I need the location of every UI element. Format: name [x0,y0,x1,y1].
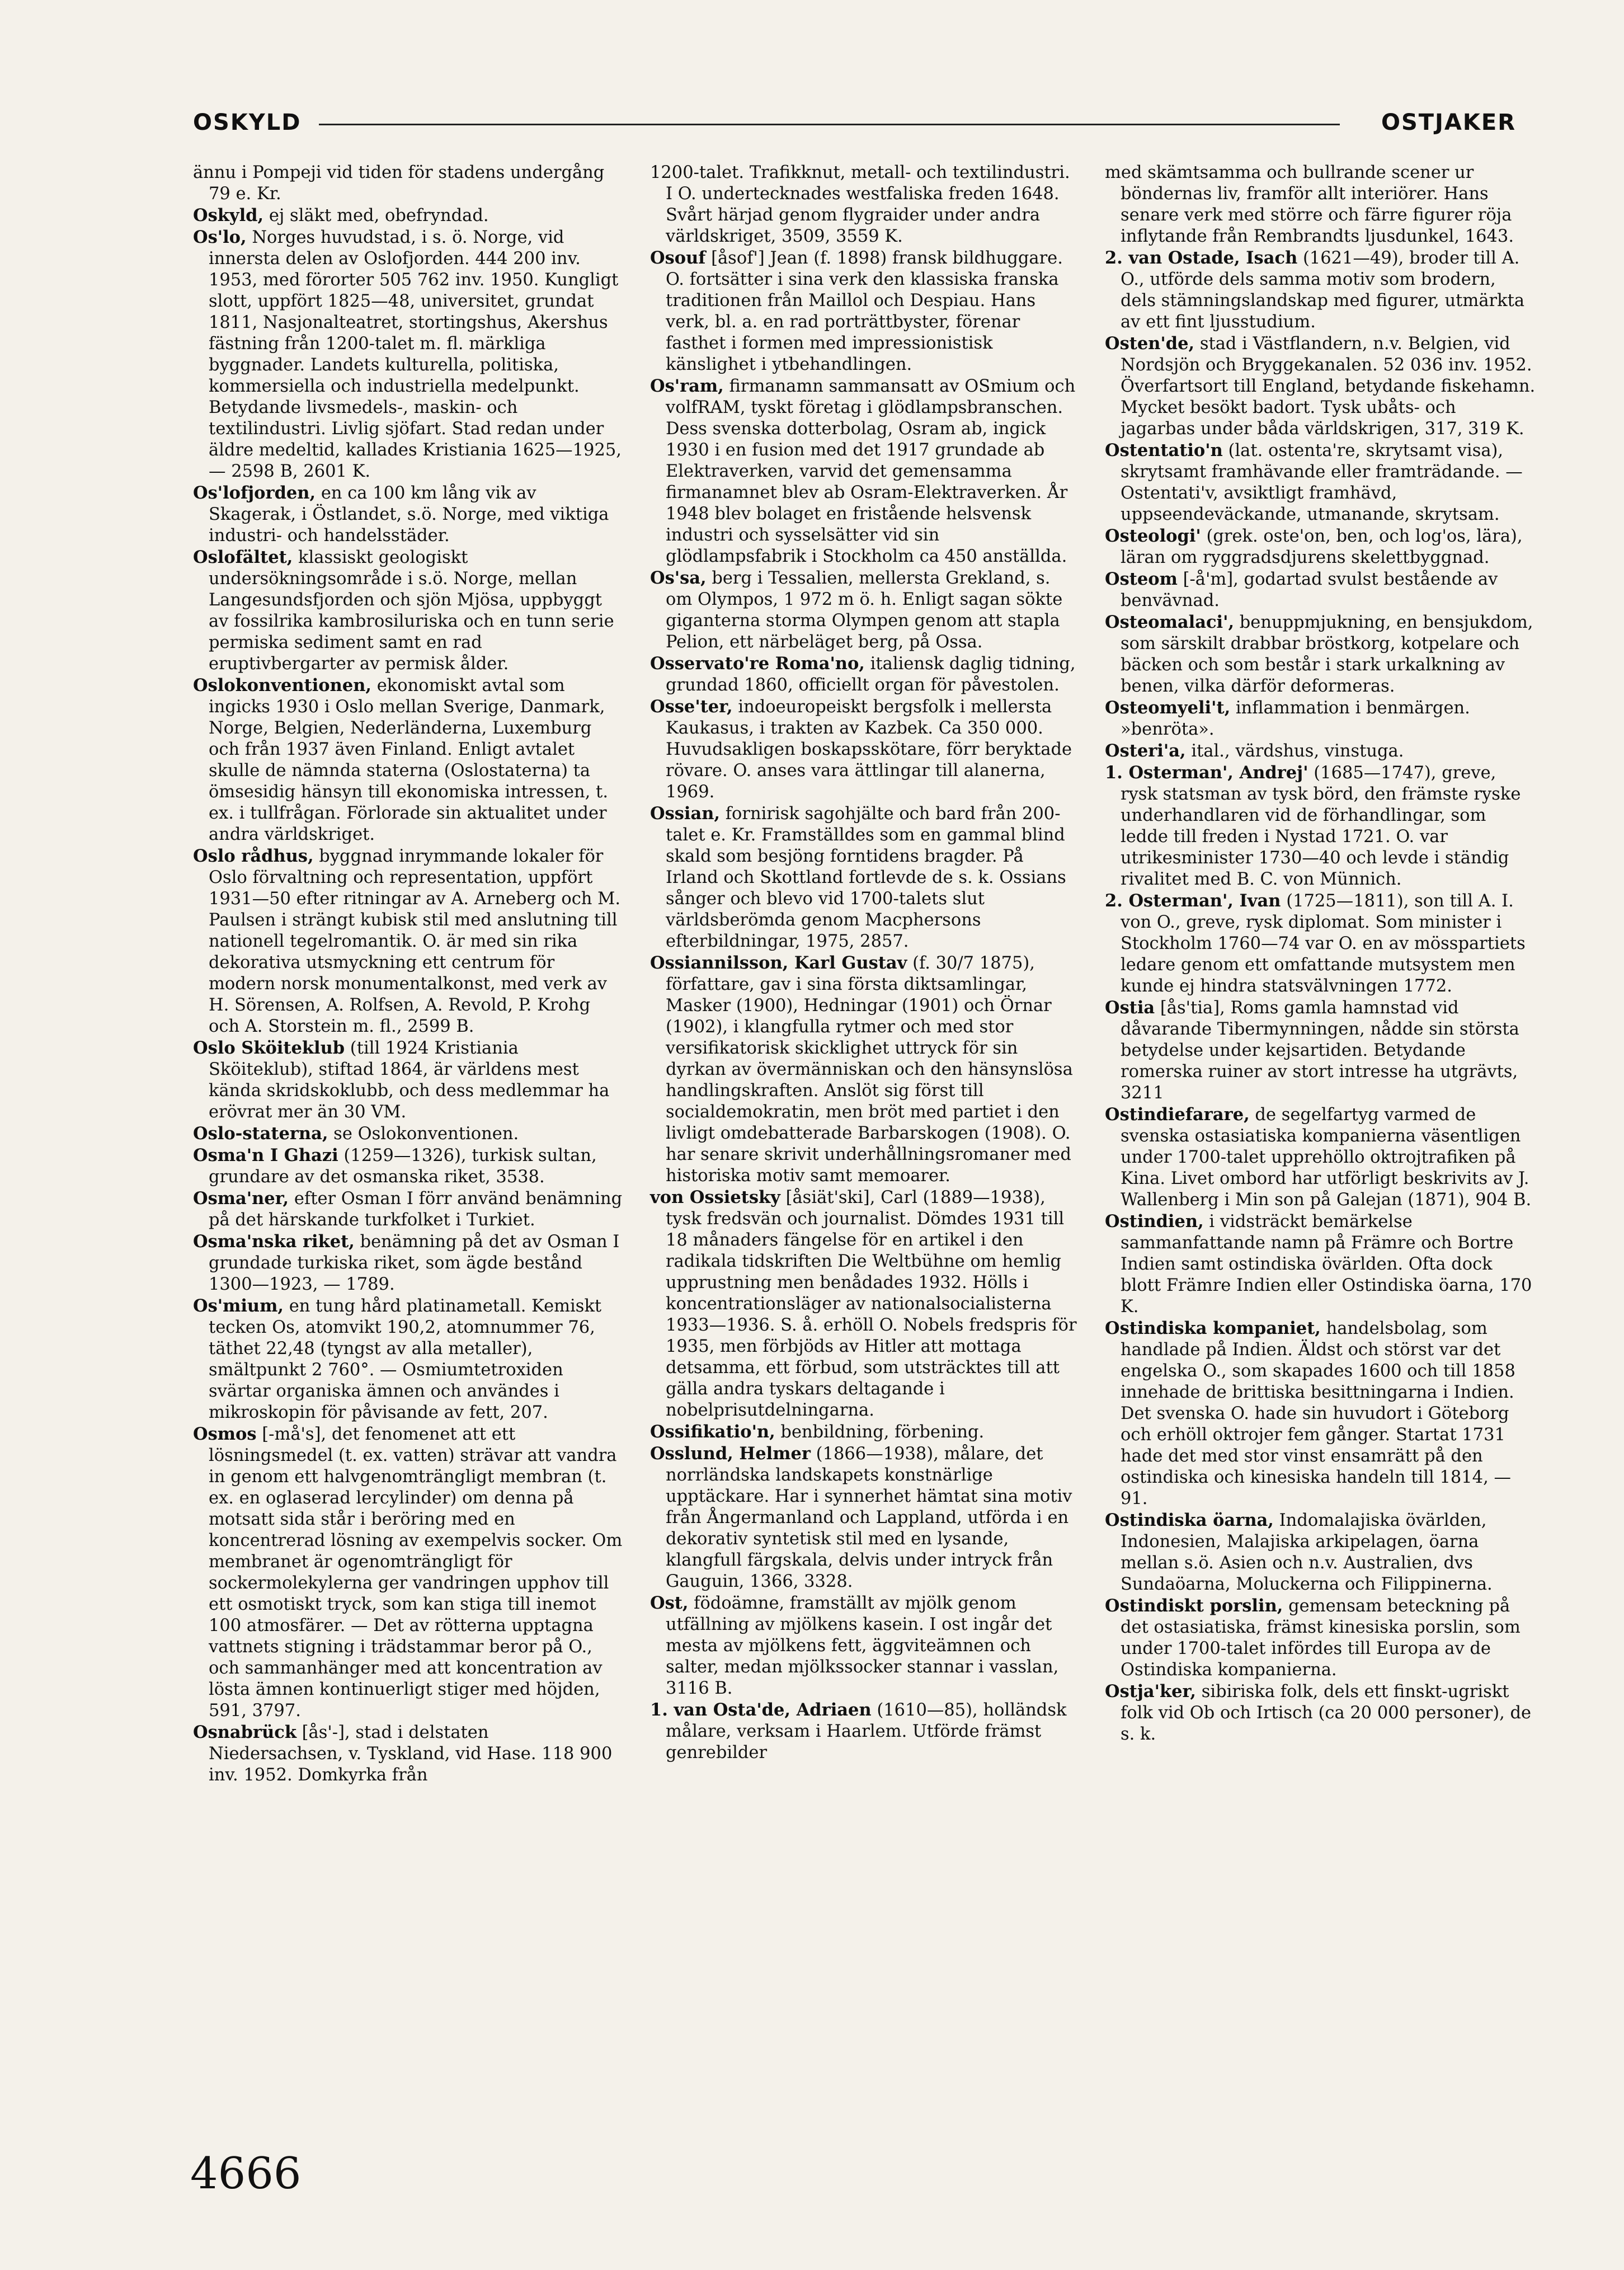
dictionary-entry [1105,697,1536,740]
dictionary-entry [193,205,624,227]
dictionary-entry [193,482,624,547]
entry-text: (1725—1811), son till A. I. von O., greve, rysk diplomat. Som minister i Stockholm 1760—74 var O. en av mösspartiets ledare genom ett omfattande mutsystem men kunde ej hindra statsvälvningen 1772. [1121,891,1526,996]
entry-headword: 2. van Ostade, Isach [1105,248,1298,268]
entry-text: (1866—1938), målare, det norrländska landskapets konstnärlige upptäckare. Har i synnerhet hämtat sina motiv från Ångermanland och Lappland, utförda i en dekorativ syntetisk stil med en lysande, klangfull färgskala, delvis under intryck från Gauguin, 1366, 3328. [666,1444,1072,1591]
dictionary-entry [193,547,624,675]
entry-text: efter Osman I förr använd benämning på det härskande turkfolket i Turkiet. [209,1189,623,1230]
entry-text: benuppmjukning, en bensjukdom, som särskilt drabbar bröstkorg, kotpelare och bäcken och som består i stark urkalkning av benen, vilka därför deformeras. [1121,613,1533,696]
entry-text: (1685—1747), greve, rysk statsman av tysk börd, den främste ryske underhandlaren vid de förhandlingar, som ledde till freden i Nystad 1721. O. var utrikesminister 1730—40 och levde i ständig rivalitet med B. C. von Münnich. [1121,763,1521,889]
dictionary-entry [193,1145,624,1188]
dictionary-entry [1105,890,1536,997]
dictionary-entry [650,1421,1081,1443]
entry-text: se Oslokonventionen. [333,1124,519,1144]
dictionary-entry [650,1592,1081,1699]
entry-headword: Osmos [193,1424,257,1444]
entry-headword: Ossiannilsson, Karl Gustav [650,953,907,973]
entry-text: inflammation i benmärgen. »benröta». [1121,698,1470,739]
entry-text: en ca 100 km lång vik av Skagerak, i Östlandet, s.ö. Norge, med viktiga industri- och handelsstäder. [209,483,609,546]
entry-headword: Oslo rådhus, [193,846,314,866]
dictionary-entry [650,653,1081,696]
entry-text: [åsiät'ski], Carl (1889—1938), tysk fredsvän och journalist. Dömdes 1931 till 18 månaders fängelse för en artikel i den radikala tidskriften Die Weltbühne om hemlig upprustning men benådades 1932. Hölls i koncentrationsläger av nationalsocialisterna 1933—1936. S. å. erhöll O. Nobels fredspris för 1935, men förbjöds av Hitler att mottaga detsamma, ett förbud, som utsträcktes till att gälla andra tyskars deltagande i nobelprisutdelningarna. [666,1188,1077,1420]
column-3 [1105,162,1536,1745]
dictionary-entry [1105,440,1536,525]
dictionary-entry [1105,762,1536,890]
entry-headword: Osslund, Helmer [650,1444,811,1464]
entry-text: [-må's], det fenomenet att ett lösningsmedel (t. ex. vatten) strävar att vandra in genom ett halvgenomträngligt membran (t. ex. en oglaserad lercylinder) om denna på motsatt sida står i beröring med en koncentrerad lösning av exempelvis socker. Om membranet är ogenomträngligt för sockermolekylerna ger vandringen upphov till ett osmotiskt tryck, som kan stiga till inemot 100 atmosfärer. — Det av rötterna upptagna vattnets stigning i trädstammar beror på O., och sammanhänger med att koncentration av lösta ämnen kontinuerligt stiger med höjden, 591, 3797. [209,1425,623,1721]
dictionary-entry [193,1188,624,1231]
dictionary-entry [1105,1681,1536,1745]
entry-headword: Ostindiefarare, [1105,1105,1250,1125]
dictionary-entry [193,1423,624,1722]
entry-headword: Osteologi' [1105,526,1201,546]
dictionary-entry [650,803,1081,952]
running-header-left: OSKYLD [193,110,302,135]
entry-text: (grek. oste'on, ben, och log'os, lära), läran om ryggradsdjurens skelettbyggnad. [1121,527,1523,567]
dictionary-entry [650,162,1081,247]
entry-text: klassiskt geologiskt undersökningsområde i s.ö. Norge, mellan Langesundsfjorden och sjön Mjösa, uppbyggt av fossilrika kambrosiluriska och en tunn serie permiska sediment samt en rad eruptivbergarter av permisk ålder. [209,548,614,674]
entry-headword: Osten'de, [1105,333,1195,354]
dictionary-entry [1105,247,1536,333]
entry-text: med skämtsamma och bullrande scener ur böndernas liv, framför allt interiörer. Hans senare verk med större och färre figurer röja inflytande från Rembrandts ljusdunkel, 1643. [1105,163,1514,246]
entry-headword: Osteom [1105,569,1178,589]
entry-text: [ås'-], stad i delstaten Niedersachsen, v. Tyskland, vid Hase. 118 900 inv. 1952. Domkyrka från [209,1723,613,1785]
entry-headword: Ostia [1105,998,1155,1018]
dictionary-entry [650,247,1081,375]
entry-text: (till 1924 Kristiania Sköiteklub), stiftad 1864, är världens mest kända skridskoklubb, och dess medlemmar ha erövrat mer än 30 VM. [209,1038,610,1122]
dictionary-entry [1105,162,1536,247]
entry-text: ekonomiskt avtal som ingicks 1930 i Oslo mellan Sverige, Danmark, Norge, Belgien, Nederländerna, Luxemburg och från 1937 även Finland. Enligt avtalet skulle de nämnda staterna (Oslostaterna) ta ömsesidig hänsyn till ekonomiska intressen, t. ex. i tullfrågan. Förlorade sin aktualitet under andra världskriget. [209,676,609,844]
page-number: 4666 [190,2149,302,2199]
entry-text: (f. 30/7 1875), författare, gav i sina första diktsamlingar, Masker (1900), Hedningar (1901) och Örnar (1902), i klangfulla rytmer och med stor versifikatorisk skicklighet uttryck för sin dyrkan av övermänniskan och den hänsynslösa handlingskraften. Anslöt sig först till socialdemokratin, men bröt med partiet i den livligt omdebatterade Barbarskogen (1908). O. har senare skrivit underhållningsromaner med historiska motiv samt memoarer. [666,953,1073,1186]
running-header-right: OSTJAKER [1381,110,1516,135]
entry-text: (lat. ostenta're, skrytsamt visa), skrytsamt framhävande eller framträdande. — Ostentati'v, avsiktligt framhävd, uppseendeväckande, utmanande, skrytsam. [1121,441,1523,524]
entry-text: ital., värdshus, vinstuga. [1191,741,1404,761]
entry-headword: von Ossietsky [650,1187,780,1207]
dictionary-entry [650,1699,1081,1764]
dictionary-entry [193,1231,624,1295]
entry-headword: Os'ram, [650,376,724,396]
entry-text: fornirisk sagohjälte och bard från 200-talet e. Kr. Framställdes som en gammal blind skald som besjöng forntidens bragder. På Irland och Skottland fortlevde de s. k. Ossians sånger och blevo vid 1700-talets slut världsberömda genom Macphersons efterbildningar, 1975, 2857. [666,804,1066,951]
entry-headword: Oslo-staterna, [193,1124,328,1144]
entry-headword: Osservato're Roma'no, [650,654,865,674]
entry-text: italiensk daglig tidning, grundad 1860, officiellt organ för påvestolen. [666,654,1076,695]
entry-headword: 2. Osterman', Ivan [1105,891,1281,911]
entry-headword: Ossian, [650,803,721,824]
entry-text: berg i Tessalien, mellersta Grekland, s. om Olympos, 1 972 m ö. h. Enligt sagan sökte giganterna storma Olympen genom att stapla Pelion, ett närbeläget berg, på Ossa. [666,568,1063,652]
entry-text: byggnad inrymmande lokaler för Oslo förvaltning och representation, uppfört 1931—50 efter ritningar av A. Arneberg och M. Paulsen i strängt kubisk stil med anslutning till nationell tegelromantik. O. är med sin rika dekorativa utsmyckning ett centrum för modern norsk monumentalkonst, med verk av H. Sörensen, A. Rolfsen, A. Revold, P. Krohg och A. Storstein m. fl., 2599 B. [209,847,621,1036]
dictionary-entry [1105,740,1536,762]
entry-text: ej släkt med, obefryndad. [269,206,489,225]
entry-headword: Oslo Sköiteklub [193,1038,345,1058]
dictionary-entry [650,567,1081,653]
header-rule [319,124,1340,125]
entry-headword: Ostindiska öarna, [1105,1510,1274,1530]
entry-text: handelsbolag, som handlade på Indien. Äldst och störst var det engelska O., som skapades 1600 och till 1858 innehade de brittiska besittningarna i Indien. Det svenska O. hade sin huvudort i Göteborg och erhöll oktrojer fem gånger. Startat 1731 hade det med stor vinst ensamrätt på den ostindiska och kinesiska handeln till 1814, — 91. [1121,1319,1515,1508]
entry-headword: Os'lo, [193,227,247,247]
entry-headword: Ostindiska kompaniet, [1105,1318,1321,1338]
dictionary-entry [650,952,1081,1187]
entry-text: (1621—49), broder till A. O., utförde dels samma motiv som brodern, dels stämningslandskap med figurer, utmärkta av ett fint ljusstudium. [1121,248,1525,332]
entry-headword: Osnabrück [193,1722,296,1742]
entry-text: firmanamn sammansatt av OSmium och volfRAM, tyskt företag i glödlampsbranschen. Dess svenska dotterbolag, Osram ab, ingick 1930 i en fusion med det 1917 grundade ab Elektraverken, varvid det gemensamma firmanamnet blev ab Osram-Elektraverken. År 1948 blev bolaget en fristående helsvensk industri och sysselsätter vid sin glödlampsfabrik i Stockholm ca 450 anställda. [666,377,1076,566]
dictionary-entry [1105,1318,1536,1510]
dictionary-entry [193,845,624,1037]
entry-headword: Ossifikatio'n, [650,1422,775,1442]
entry-headword: Osouf [650,248,706,268]
entry-headword: Osse'ter, [650,697,733,717]
entry-headword: Os'sa, [650,568,707,588]
dictionary-entry [1105,612,1536,697]
entry-text: ännu i Pompeji vid tiden för stadens undergång 79 e. Kr. [193,163,605,204]
entry-headword: Oslokonventionen, [193,675,372,695]
entry-headword: 1. van Osta'de, Adriaen [650,1700,872,1720]
entry-text: Indomalajiska övärlden, Indonesien, Malajiska arkipelagen, öarna mellan s.ö. Asien och n.v. Australien, dvs Sundaöarna, Moluckerna och Filippinerna. [1121,1511,1493,1594]
entry-headword: Ostja'ker, [1105,1681,1196,1702]
dictionary-entry [193,1037,624,1123]
entry-headword: Osma'ner, [193,1188,289,1209]
entry-text: [-å'm], godartad svulst bestående av benvävnad. [1121,570,1498,610]
dictionary-entry [1105,997,1536,1104]
entry-headword: Os'lofjorden, [193,483,316,503]
dictionary-entry [1105,333,1536,440]
dictionary-entry [193,1295,624,1423]
entry-headword: Ostindiskt porslin, [1105,1596,1283,1616]
dictionary-entry [1105,1104,1536,1211]
entry-text: Norges huvudstad, i s. ö. Norge, vid innersta delen av Oslofjorden. 444 200 inv. 1953, med förorter 505 762 inv. 1950. Kungligt slott, uppfört 1825—48, universitet, grundat 1811, Nasjonalteatret, stortingshus, Akershus fästning från 1200-talet m. fl. märkliga byggnader. Landets kulturella, politiska, kommersiella och industriella medelpunkt. Betydande livsmedels-, maskin- och textilindustri. Livlig sjöfart. Stad redan under äldre medeltid, kallades Kristiania 1625—1925, — 2598 B, 2601 K. [209,228,622,481]
entry-headword: Os'mium, [193,1296,284,1316]
entry-headword: Ostentatio'n [1105,440,1223,460]
dictionary-entry [650,1187,1081,1421]
entry-text: gemensam beteckning på det ostasiatiska, främst kinesiska porslin, som under 1700-talet infördes till Europa av de Ostindiska kompanierna. [1121,1596,1521,1680]
entry-text: (1259—1326), turkisk sultan, grundare av det osmanska riket, 3538. [209,1146,597,1187]
dictionary-entry [650,1443,1081,1592]
dictionary-entry [193,1123,624,1145]
entry-headword: Osteomalaci', [1105,612,1235,632]
entry-text: benämning på det av Osman I grundade turkiska riket, som ägde bestånd 1300—1923, — 1789. [209,1232,620,1294]
dictionary-entry [193,227,624,482]
entry-text: födoämne, framställt av mjölk genom utfällning av mjölkens kasein. I ost ingår det mesta av mjölkens fett, äggviteämnen och salter, medan mjölkssocker stannar i vasslan, 3116 B. [666,1594,1059,1698]
entry-text: benbildning, förbening. [780,1422,985,1442]
entry-text: en tung hård platinametall. Kemiskt tecken Os, atomvikt 190,2, atomnummer 76, täthet 22,48 (tyngst av alla metaller), smältpunkt 2 760°. — Osmiumtetroxiden svärtar organiska ämnen och användes i mikroskopin för påvisande av fett, 207. [209,1296,602,1422]
entry-text: stad i Västflandern, n.v. Belgien, vid Nordsjön och Bryggekanalen. 52 036 inv. 1952. Överfartsort till England, betydande fiskehamn. Mycket besökt badort. Tysk ubåts- och jagarbas under båda världskrigen, 317, 319 K. [1121,334,1536,439]
dictionary-entry [193,1722,624,1786]
entry-text: [åsof'] Jean (f. 1898) fransk bildhuggare. O. fortsätter i sina verk den klassiska franska traditionen från Maillol och Despiau. Hans verk, bl. a. en rad porträttbyster, förenar fasthet i formen med impressionistisk känslighet i ytbehandlingen. [666,248,1063,374]
dictionary-entry [1105,1510,1536,1595]
dictionary-entry [650,375,1081,567]
dictionary-entry [193,162,624,205]
entry-text: [ås'tia], Roms gamla hamnstad vid dåvarande Tibermynningen, nådde sin största betydelse under kejsartiden. Betydande romerska ruiner av stort intresse ha utgrävts, 3211 [1121,998,1519,1103]
dictionary-entry [1105,568,1536,612]
dictionary-entry [193,675,624,845]
entry-text: 1200-talet. Trafikknut, metall- och textilindustri. I O. undertecknades westfaliska freden 1648. Svårt härjad genom flygraider under andra världskriget, 3509, 3559 K. [650,163,1070,246]
dictionary-entry [1105,1595,1536,1681]
entry-text: i vidsträckt bemärkelse sammanfattande namn på Främre och Bortre Indien samt ostindiska övärlden. Ofta dock blott Främre Indien eller Ostindiska öarna, 170 K. [1121,1212,1532,1317]
column-2 [650,162,1081,1764]
entry-text: indoeuropeiskt bergsfolk i mellersta Kaukasus, i trakten av Kazbek. Ca 350 000. Huvudsakligen boskapsskötare, förr beryktade rövare. O. anses vara ättlingar till alanerna, 1969. [666,697,1072,802]
entry-headword: Osteomyeli't, [1105,698,1231,718]
entry-headword: Ost, [650,1593,689,1613]
dictionary-entry [1105,1211,1536,1318]
entry-text: sibiriska folk, dels ett finskt-ugriskt folk vid Ob och Irtisch (ca 20 000 personer), de s. k. [1121,1682,1532,1744]
entry-headword: Osma'n I Ghazi [193,1145,338,1165]
column-1 [193,162,624,1786]
entry-text: (1610—85), holländsk målare, verksam i Haarlem. Utförde främst genrebilder [666,1700,1067,1763]
entry-headword: Osteri'a, [1105,741,1186,761]
entry-headword: Oskyld, [193,205,264,225]
entry-text: de segelfartyg varmed de svenska ostasiatiska kompanierna väsentligen under 1700-talet upprehöllo oktrojtrafiken på Kina. Livet ombord har utförligt beskrivits av J. Wallenberg i Min son på Galejan (1871), 904 B. [1121,1105,1532,1210]
entry-headword: 1. Osterman', Andrej' [1105,763,1308,783]
entry-headword: Ostindien, [1105,1211,1204,1232]
entry-headword: Oslofältet, [193,547,293,567]
dictionary-entry [1105,525,1536,568]
entry-headword: Osma'nska riket, [193,1232,355,1252]
dictionary-entry [650,696,1081,803]
